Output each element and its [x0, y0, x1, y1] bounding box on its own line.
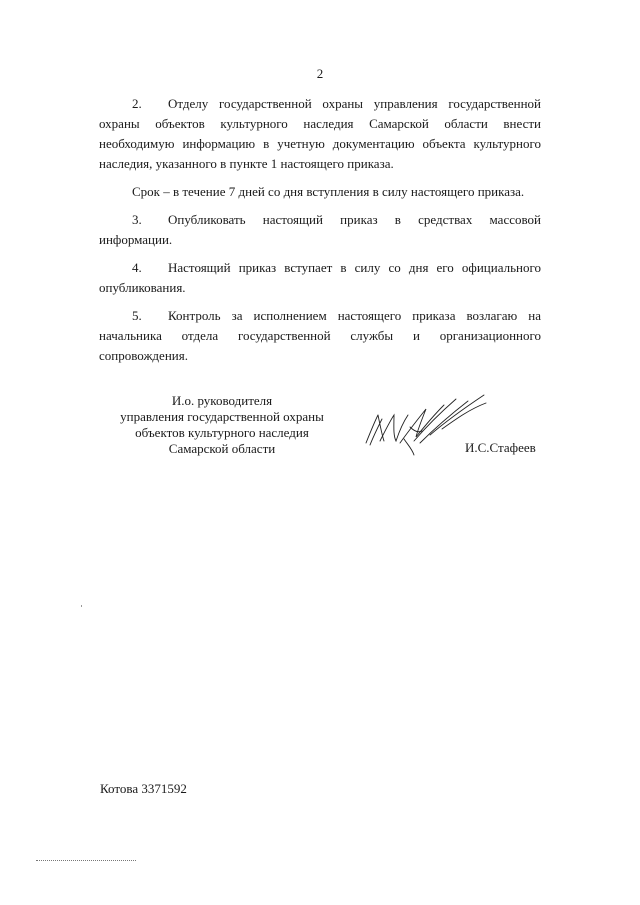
- paragraph-3: [99, 210, 541, 250]
- signer-name: И.С.Стафеев: [465, 440, 536, 455]
- paragraph-5: [99, 306, 541, 366]
- paragraph-number: 2.: [132, 96, 142, 111]
- position-line: И.о. руководителя: [171, 393, 273, 408]
- paragraph-number: 5.: [132, 308, 142, 323]
- position-line: управления государственной охраны: [120, 409, 324, 424]
- position-line: Самарской области: [168, 441, 276, 456]
- order-body: [99, 94, 541, 366]
- paragraph-4: [99, 258, 541, 298]
- paragraph-number: 3.: [132, 212, 142, 227]
- footer-divider: [36, 860, 136, 861]
- paragraph-2: [99, 94, 541, 174]
- paragraph-deadline: [99, 182, 541, 202]
- signatory-position: [90, 393, 354, 457]
- page-number: 2: [316, 66, 324, 81]
- executor-note: Котова 3371592: [100, 781, 187, 796]
- paragraph-text: Опубликовать настоящий приказ в средствах массовой информации.: [99, 212, 541, 247]
- paragraph-text: Настоящий приказ вступает в силу со дня его официального опубликования.: [99, 260, 541, 295]
- paragraph-number: 4.: [132, 260, 142, 275]
- paragraph-text: Срок – в течение 7 дней со дня вступления в силу настоящего приказа.: [132, 184, 525, 199]
- scan-speck: [81, 605, 82, 607]
- paragraph-text: Контроль за исполнением настоящего приказа возлагаю на начальника отдела государственной службы и организационного сопровождения.: [99, 308, 541, 363]
- paragraph-text: Отделу государственной охраны управления государственной охраны объектов культурного наследия Самарской области внести необходимую информацию в учетную документацию объекта культурного наследия, указанного в пункте 1 настоящего приказа.: [99, 96, 541, 171]
- position-line: объектов культурного наследия: [135, 425, 309, 440]
